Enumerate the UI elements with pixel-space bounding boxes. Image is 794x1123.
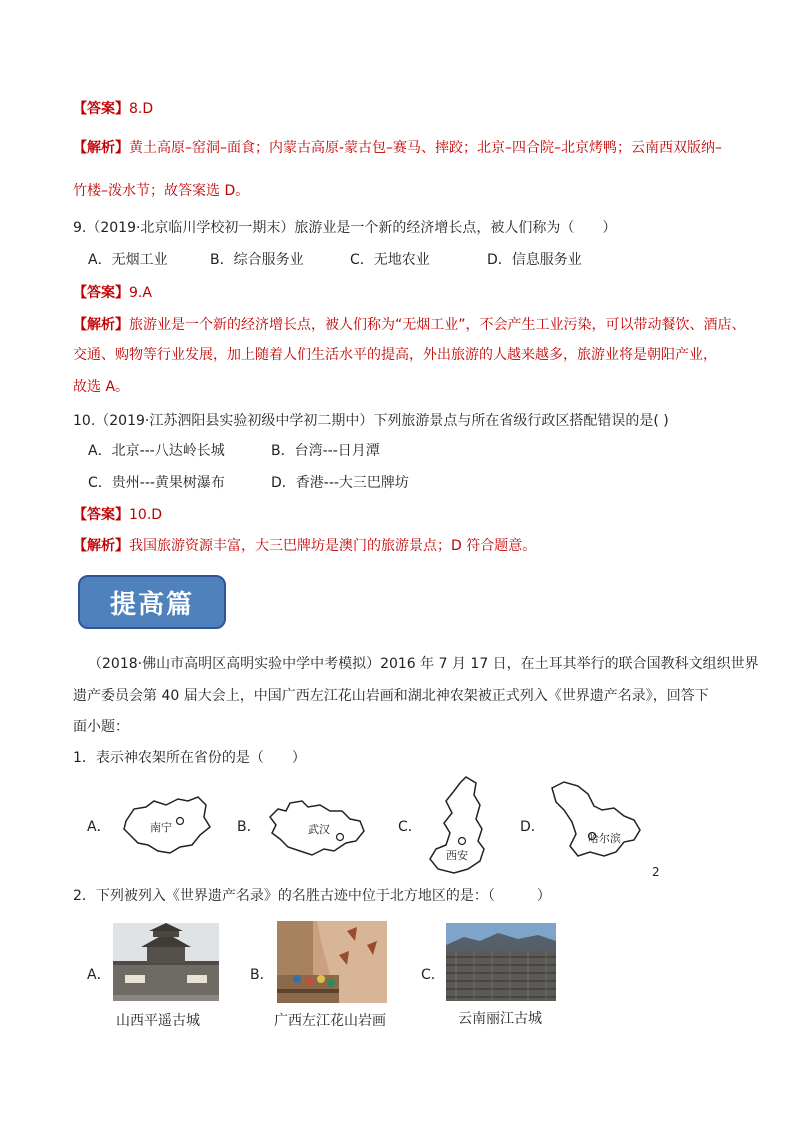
map-hubei[interactable]: [268, 799, 366, 857]
analysis-text: 黄土高原–窑洞–面食；内蒙古高原-蒙古包–赛马、摔跤；北京–四合院–北京烤鸭；云南西双版纳–: [129, 140, 723, 156]
analysis-text: 旅游业是一个新的经济增长点，被人们称为“无烟工业”，不会产生工业污染，可以带动餐饮、酒店、: [129, 317, 746, 333]
pingyao-gate-icon: [113, 923, 219, 1001]
huashan-photo[interactable]: [277, 921, 387, 1003]
q9-stem: 9.（2019·北京临川学校初一期末）旅游业是一个新的经济增长点，被人们称为（ ）: [73, 220, 617, 236]
q10-stem: 10.（2019·江苏泗阳县实验初级中学初二期中）下列旅游景点与所在省级行政区搭配错误的是( ): [73, 413, 669, 429]
answer-value: 9.A: [129, 285, 152, 301]
analysis-tag: 【解析】: [73, 538, 129, 554]
analysis-text: 我国旅游资源丰富，大三巴牌坊是澳门的旅游景点；D 符合题意。: [129, 538, 537, 554]
caption-pingyao: 山西平遥古城: [116, 1013, 200, 1029]
passage-line1: （2018·佛山市高明区高明实验中学中考模拟）2016 年 7 月 17 日，在土耳其举行的联合国教科文组织世界: [88, 656, 759, 672]
map-heilongjiang[interactable]: [548, 780, 644, 860]
q9-analysis-line2: 交通、购物等行业发展，加上随着人们生活水平的提高，外出旅游的人越来越多，旅游业将是朝阳产业，: [73, 347, 717, 363]
sub2-letter-b[interactable]: B．: [250, 967, 274, 983]
analysis-tag: 【解析】: [73, 140, 129, 156]
sub1-stem: 1．表示神农架所在省份的是（ ）: [73, 750, 306, 766]
q8-analysis-line2: 竹楼–泼水节；故答案选 D。: [73, 183, 250, 199]
section-banner: 提高篇: [78, 575, 226, 629]
q10-answer: [73, 505, 162, 525]
q9-answer: [73, 283, 152, 303]
q10-analysis: [73, 536, 536, 556]
sub1-letter-a[interactable]: A．: [87, 819, 111, 835]
q9-option-b[interactable]: B．综合服务业: [210, 252, 304, 268]
passage-line2: 遗产委员会第 40 届大会上，中国广西左江花山岩画和湖北神农架被正式列入《世界遗产名录》，回答下: [73, 688, 709, 704]
q8-analysis-line1: [73, 138, 722, 158]
caption-huashan: 广西左江花山岩画: [274, 1013, 386, 1029]
answer-tag: 【答案】: [73, 285, 129, 301]
sub2-letter-c[interactable]: C．: [421, 967, 445, 983]
map-label-wuhan: 武汉: [308, 823, 330, 836]
q10-option-d[interactable]: D．香港---大三巴牌坊: [271, 475, 409, 491]
q10-option-b[interactable]: B．台湾---日月潭: [271, 443, 380, 459]
sub2-stem: 2．下列被列入《世界遗产名录》的名胜古迹中位于北方地区的是：（ ）: [73, 888, 551, 904]
answer-tag: 【答案】: [73, 507, 129, 523]
caption-lijiang: 云南丽江古城: [458, 1011, 542, 1027]
lijiang-town-icon: [446, 923, 556, 1001]
q10-option-a[interactable]: A．北京---八达岭长城: [88, 443, 225, 459]
q10-option-c[interactable]: C．贵州---黄果树瀑布: [88, 475, 225, 491]
pingyao-photo[interactable]: [113, 923, 219, 1001]
map-label-harbin: 哈尔滨: [588, 832, 621, 845]
sub1-letter-d[interactable]: D．: [520, 819, 545, 835]
sub1-letter-c[interactable]: C．: [398, 819, 422, 835]
q9-analysis-line1: [73, 315, 746, 335]
map-label-xian: 西安: [446, 849, 468, 862]
analysis-tag: 【解析】: [73, 317, 129, 333]
q9-option-c[interactable]: C．无地农业: [350, 252, 430, 268]
answer-value: 10.D: [129, 507, 163, 523]
huashan-cliff-icon: [277, 921, 387, 1003]
heilongjiang-outline-icon: [548, 780, 644, 860]
q9-option-a[interactable]: A．无烟工业: [88, 252, 168, 268]
map-label-nanning: 南宁: [150, 821, 172, 834]
sub1-letter-b[interactable]: B．: [237, 819, 261, 835]
q8-answer: [73, 99, 153, 119]
sub2-letter-a[interactable]: A．: [87, 967, 111, 983]
q9-option-d[interactable]: D．信息服务业: [487, 252, 582, 268]
answer-value: 8.D: [129, 101, 154, 117]
map-guangxi[interactable]: [120, 795, 216, 857]
answer-tag: 【答案】: [73, 101, 129, 117]
map-shaanxi[interactable]: [424, 775, 494, 875]
q9-analysis-line3: 故选 A。: [73, 379, 130, 395]
passage-line3: 面小题：: [73, 719, 129, 735]
lijiang-photo[interactable]: [446, 923, 556, 1001]
stray-mark: 2: [652, 865, 660, 879]
